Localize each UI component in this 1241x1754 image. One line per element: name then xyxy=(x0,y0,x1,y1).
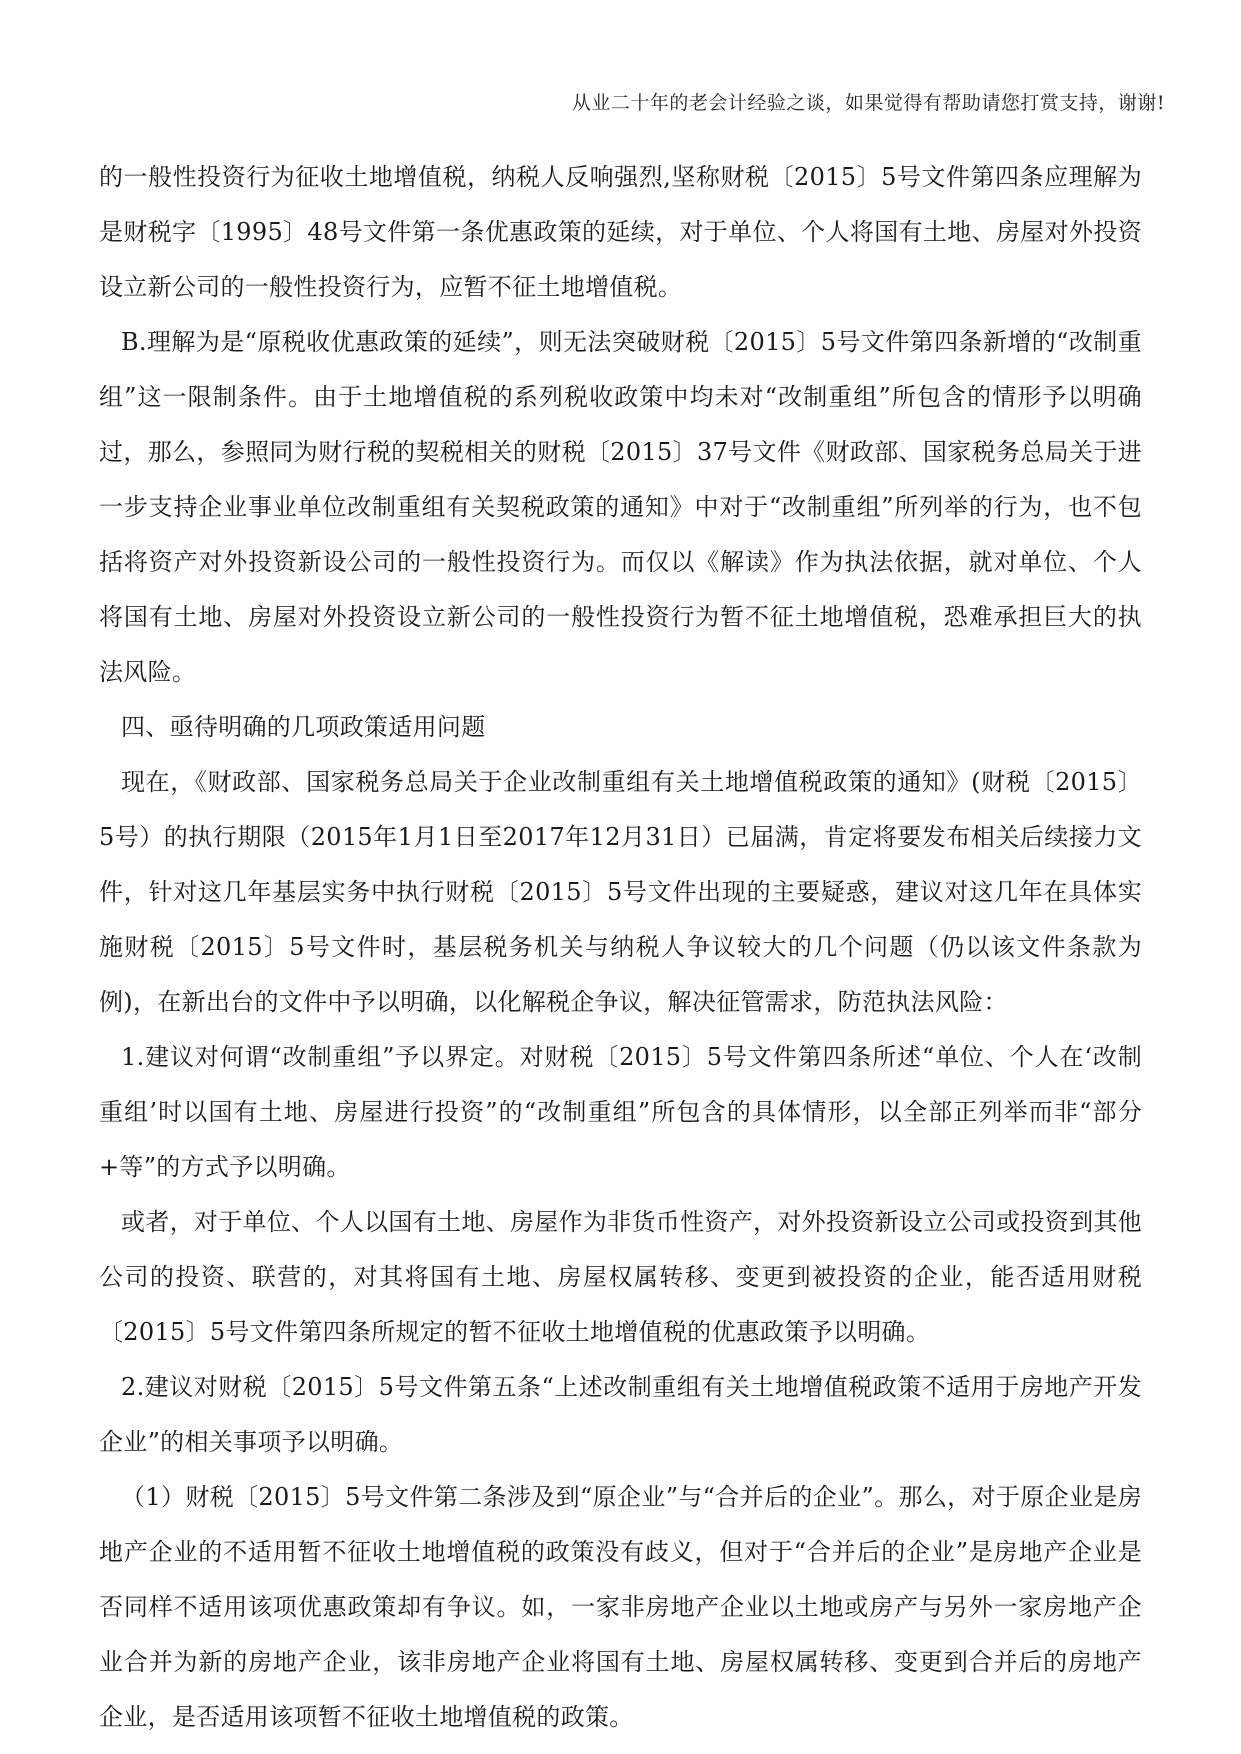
paragraph: B.理解为是“原税收优惠政策的延续”，则无法突破财税〔2015〕5号文件第四条新增的“改制重组”这一限制条件。由于土地增值税的系列税收政策中均未对“改制重组”所包含的情形予以明确过，那么，参照同为财行税的契税相关的财税〔2015〕37号文件《财政部、国家税务总局关于进一步支持企业事业单位改制重组有关契税政策的通知》中对于“改制重组”所列举的行为，也不包括将资产对外投资新设公司的一般性投资行为。而仅以《解读》作为执法依据，就对单位、个人将国有土地、房屋对外投资设立新公司的一般性投资行为暂不征土地增值税，恐难承担巨大的执法风险。 xyxy=(99,328,1142,686)
paragraph: 现在，《财政部、国家税务总局关于企业改制重组有关土地增值税政策的通知》(财税〔2015〕5号）的执行期限（2015年1月1日至2017年12月31日）已届满，肯定将要发布相关后续接力文件，针对这几年基层实务中执行财税〔2015〕5号文件出现的主要疑惑，建议对这几年在具体实施财税〔2015〕5号文件时，基层税务机关与纳税人争议较大的几个问题（仍以该文件条款为例)，在新出台的文件中予以明确，以化解税企争议，解决征管需求，防范执法风险： xyxy=(99,768,1142,1016)
paragraph: （1）财税〔2015〕5号文件第二条涉及到“原企业”与“合并后的企业”。那么，对于原企业是房地产企业的不适用暂不征收土地增值税的政策没有歧义，但对于“合并后的企业”是房地产企业是否同样不适用该项优惠政策却有争议。如，一家非房地产企业以土地或房产与另外一家房地产企业合并为新的房地产企业，该非房地产企业将国有土地、房屋权属转移、变更到合并后的房地产企业，是否适用该项暂不征收土地增值税的政策。 xyxy=(99,1483,1142,1731)
paragraph: 的一般性投资行为征收土地增值税，纳税人反响强烈,坚称财税〔2015〕5号文件第四条应理解为是财税字〔1995〕48号文件第一条优惠政策的延续，对于单位、个人将国有土地、房屋对外投资设立新公司的一般性投资行为，应暂不征土地增值税。 xyxy=(99,163,1142,301)
header-note: 从业二十年的老会计经验之谈，如果觉得有帮助请您打赏支持，谢谢! xyxy=(571,92,1165,114)
paragraph: 1.建议对何谓“改制重组”予以界定。对财税〔2015〕5号文件第四条所述“单位、个人在‘改制重组’时以国有土地、房屋进行投资”的“改制重组”所包含的具体情形，以全部正列举而非“部分+等”的方式予以明确。 xyxy=(99,1043,1142,1181)
section-heading: 四、亟待明确的几项政策适用问题 xyxy=(121,713,486,741)
paragraph: 或者，对于单位、个人以国有土地、房屋作为非货币性资产，对外投资新设立公司或投资到其他公司的投资、联营的，对其将国有土地、房屋权属转移、变更到被投资的企业，能否适用财税〔2015〕5号文件第四条所规定的暂不征收土地增值税的优惠政策予以明确。 xyxy=(99,1208,1142,1346)
document-body xyxy=(99,150,1142,1745)
paragraph: 2.建议对财税〔2015〕5号文件第五条“上述改制重组有关土地增值税政策不适用于房地产开发企业”的相关事项予以明确。 xyxy=(99,1373,1142,1456)
